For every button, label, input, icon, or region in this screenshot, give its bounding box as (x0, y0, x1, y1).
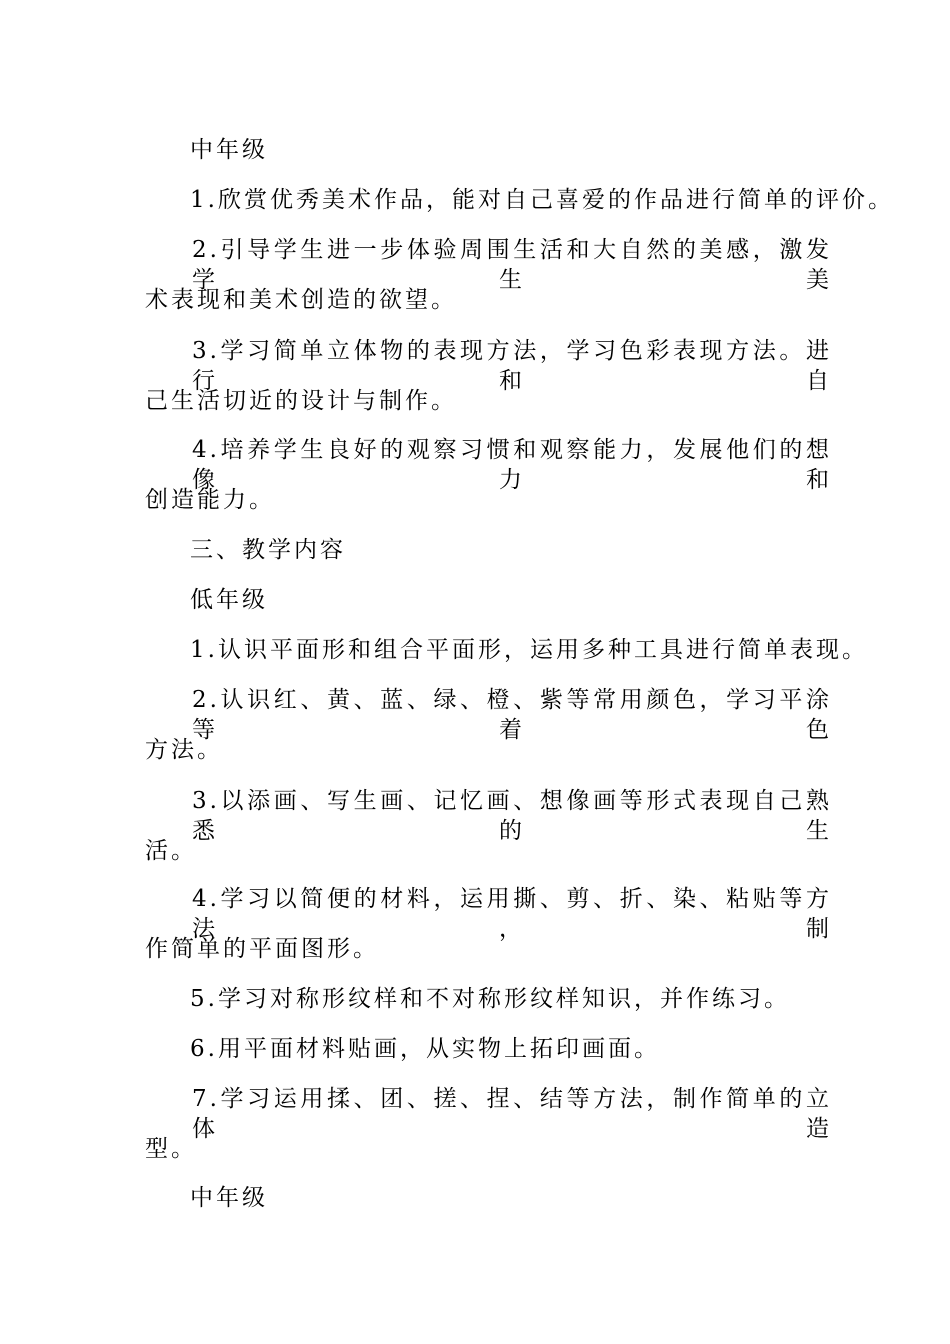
paragraph-line: 1.认识平面形和组合平面形，运用多种工具进行简单表现。 (190, 637, 868, 663)
paragraph-line: 6.用平面材料贴画，从实物上拓印画面。 (190, 1036, 660, 1062)
paragraph-line: 方法。 (145, 737, 223, 763)
section-heading-teaching-content: 三、教学内容 (190, 537, 346, 563)
paragraph-line: 2.引导学生进一步体验周围生活和大自然的美感，激发学生美 (192, 237, 832, 293)
paragraph-line: 4.培养学生良好的观察习惯和观察能力，发展他们的想像力和 (192, 437, 832, 493)
paragraph-line: 作简单的平面图形。 (145, 936, 379, 962)
paragraph-line: 创造能力。 (145, 487, 275, 513)
paragraph-line: 活。 (145, 838, 197, 864)
heading-low-grade: 低年级 (190, 587, 268, 613)
paragraph-line: 7.学习运用揉、团、搓、捏、结等方法，制作简单的立体造 (192, 1086, 832, 1142)
paragraph-line: 1.欣赏优秀美术作品，能对自己喜爱的作品进行简单的评价。 (190, 187, 894, 213)
paragraph-line: 术表现和美术创造的欲望。 (145, 287, 457, 313)
paragraph-line: 5.学习对称形纹样和不对称形纹样知识，并作练习。 (190, 986, 790, 1012)
paragraph-line: 2.认识红、黄、蓝、绿、橙、紫等常用颜色，学习平涂等着色 (192, 687, 832, 743)
paragraph-line: 型。 (145, 1136, 197, 1162)
paragraph-line: 3.以添画、写生画、记忆画、想像画等形式表现自己熟悉的生 (192, 788, 832, 844)
paragraph-line: 己生活切近的设计与制作。 (145, 388, 457, 414)
paragraph-line: 4.学习以简便的材料，运用撕、剪、折、染、粘贴等方法，制 (192, 886, 832, 942)
paragraph-line: 3.学习简单立体物的表现方法，学习色彩表现方法。进行和自 (192, 338, 832, 394)
heading-middle-grade: 中年级 (190, 1185, 268, 1211)
heading-middle-grade: 中年级 (190, 137, 268, 163)
